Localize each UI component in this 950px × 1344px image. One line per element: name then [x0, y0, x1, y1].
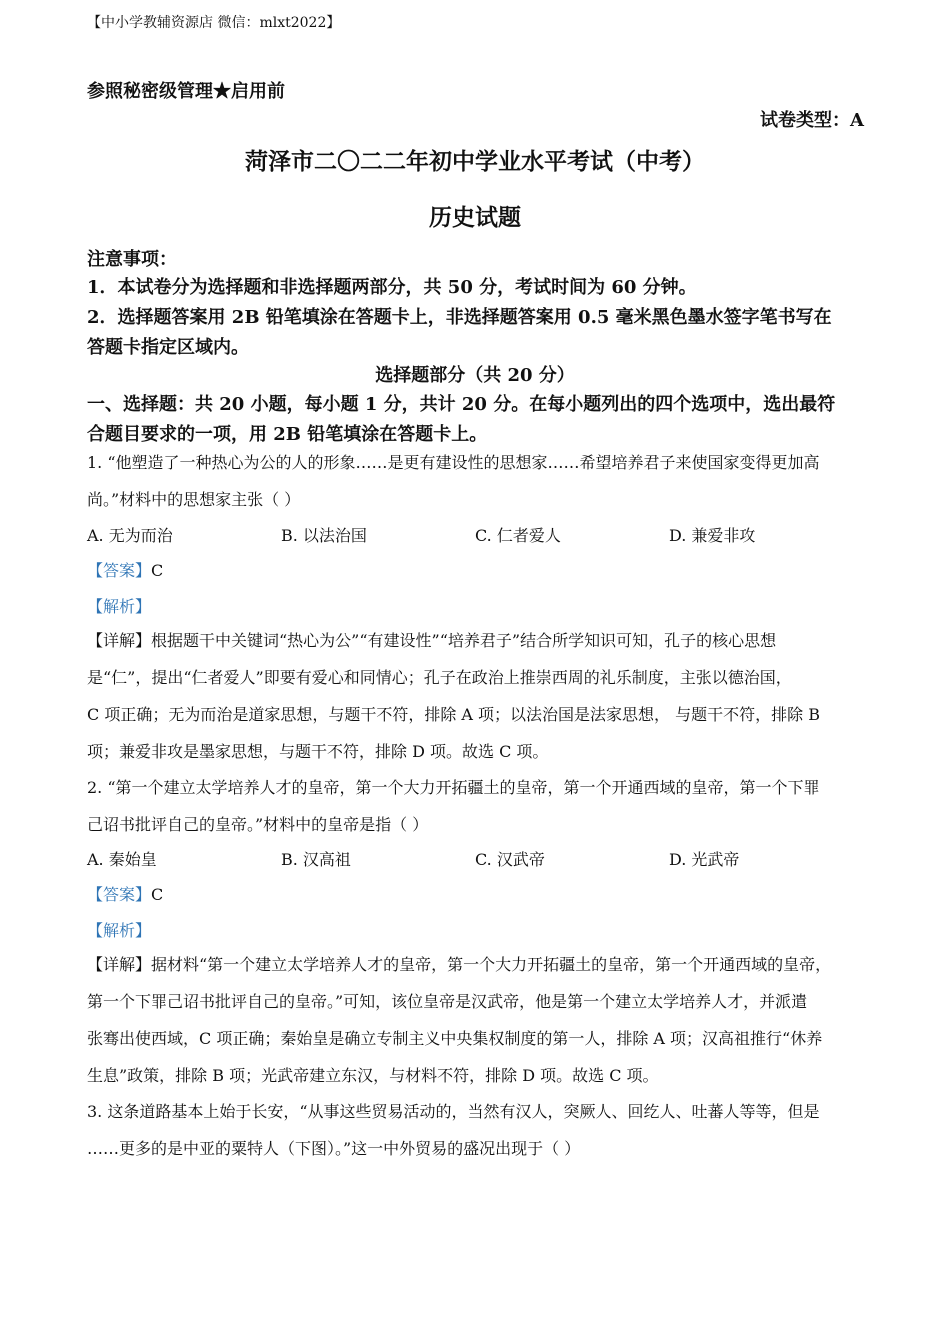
q2-answer [87, 885, 872, 905]
q2-detail-line-1: 【详解】据材料“第一个建立太学培养人才的皇帝，第一个大力开拓疆土的皇帝，第一个开通西域的皇帝， [87, 955, 832, 974]
q1-option-a: A. 无为而治 [87, 526, 173, 545]
notice-item-2-line-2: 答题卡指定区域内。 [87, 337, 249, 358]
q2-answer-label: 【答案】 [87, 885, 152, 904]
q2-stem-line-2: 己诏书批评自己的皇帝。”材料中的皇帝是指（ ） [87, 815, 429, 834]
q2-option-b: B. 汉高祖 [281, 850, 351, 869]
notice-item-2-line-1: 2．选择题答案用 2B 铅笔填涂在答题卡上，非选择题答案用 0.5 毫米黑色墨水签字笔书写在 [87, 307, 832, 328]
section-instruction-line-1: 一、选择题：共 20 小题，每小题 1 分，共计 20 分。在每小题列出的四个选项中，选出最符 [87, 394, 836, 415]
section-instruction-line-2: 合题目要求的一项，用 2B 铅笔填涂在答题卡上。 [87, 424, 488, 445]
q2-option-a: A. 秦始皇 [87, 850, 157, 869]
q1-detail-line-3: C 项正确；无为而治是道家思想，与题干不符，排除 A 项；以法治国是法家思想， 与题干不符，排除 B [87, 705, 820, 724]
q2-option-c: C. 汉武帝 [475, 850, 545, 869]
q1-analysis-label: 【解析】 [87, 597, 152, 616]
q1-option-b: B. 以法治国 [281, 526, 367, 545]
q2-detail-line-4: 生息”政策，排除 B 项；光武帝建立东汉，与材料不符，排除 D 项。故选 C 项。 [87, 1066, 659, 1085]
q1-stem-line-1: 1. “他塑造了一种热心为公的人的形象……是更有建设性的思想家……希望培养君子来使国家变得更加高 [87, 453, 820, 472]
notice-item-1: 1．本试卷分为选择题和非选择题两部分，共 50 分，考试时间为 60 分钟。 [87, 277, 697, 298]
q1-stem-line-2: 尚。”材料中的思想家主张（ ） [87, 490, 301, 509]
header-note: 【中小学教辅资源店 微信：mlxt2022】 [87, 15, 341, 31]
q1-detail-line-2: 是“仁”，提出“仁者爱人”即要有爱心和同情心；孔子在政治上推崇西周的礼乐制度，主张以德治国， [87, 668, 792, 687]
q1-detail-line-4: 项；兼爱非攻是墨家思想，与题干不符，排除 D 项。故选 C 项。 [87, 742, 549, 761]
q1-detail-line-1: 【详解】根据题干中关键词“热心为公”“有建设性”“培养君子”结合所学知识可知，孔子的核心思想 [87, 631, 777, 650]
exam-title: 菏泽市二〇二二年初中学业水平考试（中考） [245, 148, 705, 175]
section-title: 选择题部分（共 20 分） [375, 365, 575, 386]
q1-answer [87, 561, 872, 581]
q3-stem-line-2: ……更多的是中亚的粟特人（下图）。”这一中外贸易的盛况出现于（ ） [87, 1139, 581, 1158]
secrecy-label: 参照秘密级管理★启用前 [87, 81, 285, 102]
q2-detail-line-2: 第一个下罪己诏书批评自己的皇帝。”可知，该位皇帝是汉武帝，他是第一个建立太学培养人才，并派遣 [87, 992, 808, 1011]
q2-detail-line-3: 张骞出使西域，C 项正确；秦始皇是确立专制主义中央集权制度的第一人，排除 A 项；汉高祖推行“休养 [87, 1029, 823, 1048]
q2-analysis-label: 【解析】 [87, 921, 152, 940]
notice-heading: 注意事项： [87, 249, 177, 270]
q1-answer-label: 【答案】 [87, 561, 152, 580]
q1-answer-value: C [151, 561, 164, 580]
paper-type: 试卷类型：A [760, 110, 864, 131]
exam-subtitle: 历史试题 [429, 204, 521, 231]
q3-stem-line-1: 3. 这条道路基本上始于长安，“从事这些贸易活动的，当然有汉人，突厥人、回纥人、吐蕃人等等，但是 [87, 1102, 820, 1121]
q2-stem-line-1: 2. “第一个建立太学培养人才的皇帝，第一个大力开拓疆土的皇帝，第一个开通西域的皇帝，第一个下罪 [87, 778, 820, 797]
q2-option-d: D. 光武帝 [669, 850, 740, 869]
q1-option-c: C. 仁者爱人 [475, 526, 561, 545]
q1-option-d: D. 兼爱非攻 [669, 526, 756, 545]
q2-answer-value: C [151, 885, 164, 904]
